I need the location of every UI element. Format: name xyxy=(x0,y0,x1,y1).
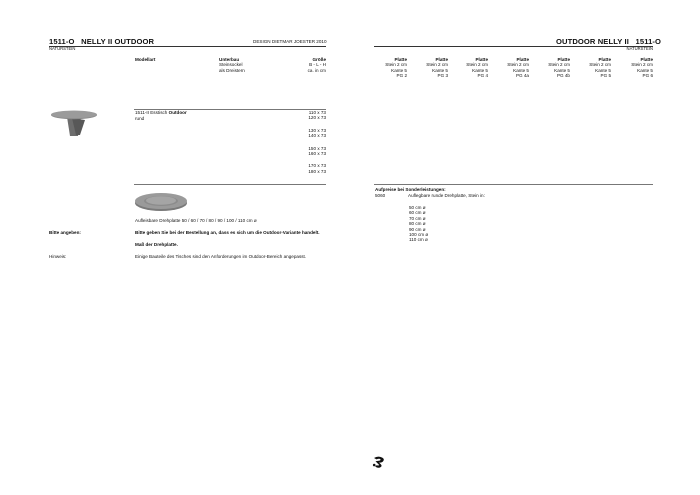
size-list xyxy=(286,110,326,174)
header-modellart: Modellart xyxy=(135,57,156,62)
unterbau-label: Unterbau xyxy=(219,57,240,62)
price-column xyxy=(408,57,448,79)
round-table-image xyxy=(50,108,98,138)
drehplatte-size: 110 cm ø xyxy=(409,237,428,243)
brand-logo-icon xyxy=(372,456,386,468)
column-header: Platte xyxy=(640,57,653,62)
column-line: PG 3 xyxy=(437,73,448,79)
groesse-label: Größe xyxy=(312,57,326,62)
column-line: PG 2 xyxy=(396,73,407,79)
aufpreise-title: Aufpreise bei Sonderleistungen: xyxy=(375,187,446,192)
design-credit: DESIGN DIETMAR JOESTER 2010 xyxy=(253,39,327,44)
column-line: Stein 2 cm xyxy=(507,62,529,68)
product-title-bold: Outdoor xyxy=(168,110,187,115)
left-subtitle: NATURSTEIN xyxy=(49,46,76,51)
aufpreise-rule xyxy=(374,184,653,185)
column-line: Stein 2 cm xyxy=(426,62,448,68)
column-header: Platte xyxy=(557,57,570,62)
column-line: Kante 5 xyxy=(554,67,570,73)
right-header-rule xyxy=(374,46,653,47)
header-groesse xyxy=(286,57,326,73)
price-column xyxy=(613,57,653,79)
size-item: 110 x 73 xyxy=(308,110,326,115)
column-line: PG 4 xyxy=(477,73,488,79)
column-line: PG 4a xyxy=(515,73,529,79)
left-header-rule xyxy=(49,46,326,47)
column-line: Stein 2 cm xyxy=(548,62,570,68)
right-subtitle: NATURSTEIN xyxy=(626,46,653,51)
drehplatte-size: 60 cm ø xyxy=(409,210,426,216)
groesse-line2: B - L - H xyxy=(309,62,326,68)
column-line: Kante 5 xyxy=(391,67,407,73)
size-item: 140 x 73 xyxy=(308,133,326,139)
column-line: PG 5 xyxy=(600,73,611,79)
right-product-code: 1511-O xyxy=(635,37,662,46)
column-line: Kante 5 xyxy=(637,67,653,73)
column-line: Stein 2 cm xyxy=(466,62,488,68)
price-column xyxy=(571,57,611,79)
drehplatte-size: 100 cm ø xyxy=(409,232,429,238)
price-column xyxy=(367,57,407,79)
size-item: 130 x 73 xyxy=(308,127,326,133)
drehplatte-caption: Aufleisbare Drehplatte 50 / 60 / 70 / 80 / 90 / 100 / 110 cm ø xyxy=(135,218,257,223)
column-line: Stein 2 cm xyxy=(589,62,611,68)
size-item: 160 x 73 xyxy=(308,151,326,157)
drehplatte-size: 50 cm ø xyxy=(409,205,426,210)
column-line: Kante 5 xyxy=(472,67,488,73)
column-header: Platte xyxy=(598,57,611,62)
unterbau-line2: Steinsockel xyxy=(219,62,243,68)
price-column xyxy=(530,57,570,79)
drehplatte-size-list xyxy=(409,205,428,243)
column-line: PG 4b xyxy=(556,73,570,79)
size-item: 180 x 73 xyxy=(308,168,326,174)
drehplatte-image xyxy=(133,190,189,214)
column-line: Kante 5 xyxy=(432,67,448,73)
product-title xyxy=(135,110,187,115)
size-item: 120 x 73 xyxy=(308,115,326,121)
drehplatte-rule xyxy=(134,184,326,185)
bitte-text: Bitte geben Sie bei der Bestellung an, dass es sich um die Outdoor-Variante handelt. xyxy=(135,230,320,235)
column-header: Platte xyxy=(394,57,407,62)
right-product-name: OUTDOOR NELLY II xyxy=(556,37,629,46)
product-shape: rund xyxy=(135,116,145,121)
column-line: Stein 2 cm xyxy=(385,62,407,68)
column-line: Stein 2 cm xyxy=(631,62,653,68)
column-header: Platte xyxy=(475,57,488,62)
aufpreise-desc: Auflegbare runde Drehplatte, Stein in: xyxy=(408,193,485,198)
price-column xyxy=(489,57,529,79)
header-unterbau xyxy=(219,57,245,73)
groesse-line3: ca. in cm xyxy=(307,67,326,73)
column-line: Kante 5 xyxy=(595,67,611,73)
product-title-prefix: 1511-II Esstisch xyxy=(135,110,169,115)
column-line: PG 6 xyxy=(642,73,653,79)
size-item: 170 x 73 xyxy=(308,163,326,169)
bitte-label: Bitte angeben: xyxy=(49,230,81,235)
size-item: 150 x 73 xyxy=(308,145,326,151)
left-product-code: 1511-O xyxy=(49,37,75,46)
hinweis-label: Hinweis: xyxy=(49,254,67,259)
drehplatte-size: 70 cm ø xyxy=(409,215,426,221)
drehplatte-size: 80 cm ø xyxy=(409,221,426,227)
drehplatte-size: 90 cm ø xyxy=(409,226,426,232)
hinweis-text: Einige Bauteile des Tisches sind den Anforderungen im Outdoor-Bereich angepasst. xyxy=(135,254,307,259)
column-header: Platte xyxy=(435,57,448,62)
price-column xyxy=(448,57,488,79)
mass-text: Maß der Drehplatte. xyxy=(135,242,178,247)
column-line: Kante 5 xyxy=(513,67,529,73)
column-header: Platte xyxy=(516,57,529,62)
left-product-name: NELLY II OUTDOOR xyxy=(81,37,155,46)
unterbau-line3: als Dreistern xyxy=(219,67,245,73)
aufpreise-code: 5060 xyxy=(375,193,386,198)
